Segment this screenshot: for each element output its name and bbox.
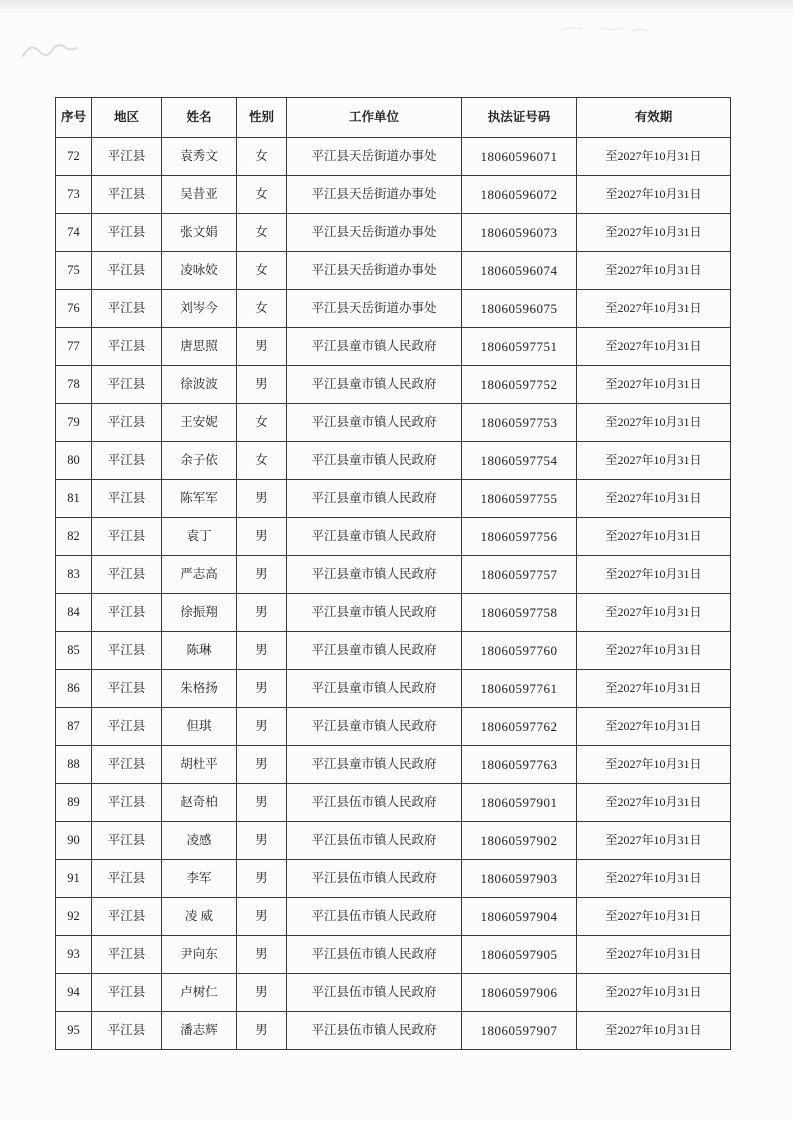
cell-validity: 至2027年10月31日 — [577, 252, 731, 290]
cell-work-unit: 平江县童市镇人民政府 — [287, 556, 462, 594]
cell-certificate-number: 18060596072 — [462, 176, 577, 214]
cell-name: 卢树仁 — [162, 974, 237, 1012]
cell-gender: 男 — [237, 936, 287, 974]
header-row — [56, 98, 731, 138]
cell-index: 87 — [56, 708, 92, 746]
cell-region: 平江县 — [92, 632, 162, 670]
cell-name: 袁丁 — [162, 518, 237, 556]
cell-index: 82 — [56, 518, 92, 556]
cell-gender: 男 — [237, 632, 287, 670]
cell-region: 平江县 — [92, 974, 162, 1012]
cell-work-unit: 平江县伍市镇人民政府 — [287, 784, 462, 822]
cell-gender: 男 — [237, 1012, 287, 1050]
cell-work-unit: 平江县天岳街道办事处 — [287, 214, 462, 252]
cell-region: 平江县 — [92, 252, 162, 290]
cell-work-unit: 平江县童市镇人民政府 — [287, 404, 462, 442]
cell-name: 朱格扬 — [162, 670, 237, 708]
cell-validity: 至2027年10月31日 — [577, 746, 731, 784]
cell-validity: 至2027年10月31日 — [577, 138, 731, 176]
cell-gender: 男 — [237, 822, 287, 860]
table-row — [56, 860, 731, 898]
column-header-validity: 有效期 — [577, 98, 731, 138]
cell-region: 平江县 — [92, 746, 162, 784]
cell-name: 凌 威 — [162, 898, 237, 936]
cell-certificate-number: 18060597901 — [462, 784, 577, 822]
cell-certificate-number: 18060596073 — [462, 214, 577, 252]
column-header-region: 地区 — [92, 98, 162, 138]
table-row — [56, 1012, 731, 1050]
column-header-gender: 性别 — [237, 98, 287, 138]
cell-name: 赵奇柏 — [162, 784, 237, 822]
column-header-certificate-number: 执法证号码 — [462, 98, 577, 138]
table-row — [56, 898, 731, 936]
cell-name: 张文娟 — [162, 214, 237, 252]
cell-region: 平江县 — [92, 138, 162, 176]
cell-work-unit: 平江县童市镇人民政府 — [287, 746, 462, 784]
cell-certificate-number: 18060597761 — [462, 670, 577, 708]
cell-name: 吴昔亚 — [162, 176, 237, 214]
cell-gender: 男 — [237, 860, 287, 898]
cell-validity: 至2027年10月31日 — [577, 442, 731, 480]
cell-region: 平江县 — [92, 366, 162, 404]
cell-work-unit: 平江县伍市镇人民政府 — [287, 1012, 462, 1050]
table-row — [56, 518, 731, 556]
table-row — [56, 632, 731, 670]
cell-work-unit: 平江县童市镇人民政府 — [287, 366, 462, 404]
table-row — [56, 936, 731, 974]
cell-gender: 女 — [237, 138, 287, 176]
cell-validity: 至2027年10月31日 — [577, 480, 731, 518]
table-row — [56, 138, 731, 176]
cell-index: 92 — [56, 898, 92, 936]
cell-certificate-number: 18060597754 — [462, 442, 577, 480]
table-body — [56, 138, 731, 1050]
cell-region: 平江县 — [92, 518, 162, 556]
cell-index: 90 — [56, 822, 92, 860]
cell-name: 余子依 — [162, 442, 237, 480]
cell-certificate-number: 18060597755 — [462, 480, 577, 518]
cell-region: 平江县 — [92, 936, 162, 974]
cell-work-unit: 平江县童市镇人民政府 — [287, 518, 462, 556]
cell-index: 89 — [56, 784, 92, 822]
cell-gender: 女 — [237, 176, 287, 214]
scan-smudge-mark — [18, 34, 88, 66]
cell-gender: 女 — [237, 290, 287, 328]
cell-work-unit: 平江县伍市镇人民政府 — [287, 974, 462, 1012]
cell-certificate-number: 18060597907 — [462, 1012, 577, 1050]
cell-gender: 男 — [237, 594, 287, 632]
cell-index: 95 — [56, 1012, 92, 1050]
cell-work-unit: 平江县伍市镇人民政府 — [287, 936, 462, 974]
cell-work-unit: 平江县童市镇人民政府 — [287, 670, 462, 708]
cell-validity: 至2027年10月31日 — [577, 404, 731, 442]
cell-validity: 至2027年10月31日 — [577, 290, 731, 328]
cell-index: 86 — [56, 670, 92, 708]
cell-certificate-number: 18060597902 — [462, 822, 577, 860]
cell-region: 平江县 — [92, 1012, 162, 1050]
cell-region: 平江县 — [92, 290, 162, 328]
table-row — [56, 556, 731, 594]
column-header-name: 姓名 — [162, 98, 237, 138]
cell-certificate-number: 18060596074 — [462, 252, 577, 290]
cell-region: 平江县 — [92, 442, 162, 480]
cell-validity: 至2027年10月31日 — [577, 974, 731, 1012]
cell-gender: 女 — [237, 442, 287, 480]
cell-index: 77 — [56, 328, 92, 366]
cell-region: 平江县 — [92, 594, 162, 632]
cell-gender: 男 — [237, 518, 287, 556]
cell-index: 83 — [56, 556, 92, 594]
table-row — [56, 708, 731, 746]
cell-region: 平江县 — [92, 784, 162, 822]
cell-name: 尹向东 — [162, 936, 237, 974]
cell-certificate-number: 18060597906 — [462, 974, 577, 1012]
cell-certificate-number: 18060597763 — [462, 746, 577, 784]
cell-name: 陈军军 — [162, 480, 237, 518]
cell-gender: 男 — [237, 670, 287, 708]
cell-certificate-number: 18060597756 — [462, 518, 577, 556]
table-row — [56, 670, 731, 708]
table-row — [56, 746, 731, 784]
cell-name: 胡杜平 — [162, 746, 237, 784]
cell-name: 陈琳 — [162, 632, 237, 670]
cell-name: 凌咏姣 — [162, 252, 237, 290]
column-header-index: 序号 — [56, 98, 92, 138]
cell-validity: 至2027年10月31日 — [577, 176, 731, 214]
cell-index: 75 — [56, 252, 92, 290]
cell-index: 91 — [56, 860, 92, 898]
cell-work-unit: 平江县童市镇人民政府 — [287, 328, 462, 366]
table-row — [56, 784, 731, 822]
cell-work-unit: 平江县伍市镇人民政府 — [287, 898, 462, 936]
cell-certificate-number: 18060597760 — [462, 632, 577, 670]
table-row — [56, 252, 731, 290]
cell-region: 平江县 — [92, 670, 162, 708]
cell-gender: 男 — [237, 366, 287, 404]
cell-region: 平江县 — [92, 860, 162, 898]
cell-name: 潘志辉 — [162, 1012, 237, 1050]
cell-index: 84 — [56, 594, 92, 632]
cell-validity: 至2027年10月31日 — [577, 784, 731, 822]
cell-region: 平江县 — [92, 822, 162, 860]
cell-index: 93 — [56, 936, 92, 974]
cell-gender: 男 — [237, 746, 287, 784]
cell-index: 72 — [56, 138, 92, 176]
cell-validity: 至2027年10月31日 — [577, 366, 731, 404]
cell-certificate-number: 18060597905 — [462, 936, 577, 974]
cell-certificate-number: 18060597752 — [462, 366, 577, 404]
cell-region: 平江县 — [92, 556, 162, 594]
cell-index: 94 — [56, 974, 92, 1012]
cell-region: 平江县 — [92, 898, 162, 936]
cell-name: 徐振翔 — [162, 594, 237, 632]
cell-index: 73 — [56, 176, 92, 214]
cell-validity: 至2027年10月31日 — [577, 670, 731, 708]
cell-gender: 女 — [237, 214, 287, 252]
cell-work-unit: 平江县童市镇人民政府 — [287, 708, 462, 746]
cell-region: 平江县 — [92, 214, 162, 252]
cell-name: 刘岑今 — [162, 290, 237, 328]
cell-certificate-number: 18060596075 — [462, 290, 577, 328]
scan-noise-band — [0, 0, 793, 14]
cell-gender: 男 — [237, 556, 287, 594]
cell-gender: 女 — [237, 252, 287, 290]
cell-gender: 男 — [237, 480, 287, 518]
table-row — [56, 480, 731, 518]
cell-gender: 男 — [237, 784, 287, 822]
cell-work-unit: 平江县伍市镇人民政府 — [287, 822, 462, 860]
cell-certificate-number: 18060596071 — [462, 138, 577, 176]
cell-index: 80 — [56, 442, 92, 480]
cell-name: 但琪 — [162, 708, 237, 746]
cell-validity: 至2027年10月31日 — [577, 556, 731, 594]
cell-validity: 至2027年10月31日 — [577, 214, 731, 252]
scan-speck-marks — [560, 22, 650, 36]
column-header-work-unit: 工作单位 — [287, 98, 462, 138]
table-row — [56, 974, 731, 1012]
cell-gender: 男 — [237, 974, 287, 1012]
cell-work-unit: 平江县天岳街道办事处 — [287, 290, 462, 328]
cell-index: 74 — [56, 214, 92, 252]
law-enforcement-certificate-table — [55, 97, 731, 1050]
cell-work-unit: 平江县童市镇人民政府 — [287, 442, 462, 480]
cell-validity: 至2027年10月31日 — [577, 1012, 731, 1050]
cell-index: 78 — [56, 366, 92, 404]
cell-validity: 至2027年10月31日 — [577, 936, 731, 974]
cell-index: 85 — [56, 632, 92, 670]
table-row — [56, 214, 731, 252]
cell-validity: 至2027年10月31日 — [577, 594, 731, 632]
cell-region: 平江县 — [92, 328, 162, 366]
table-row — [56, 404, 731, 442]
cell-validity: 至2027年10月31日 — [577, 708, 731, 746]
cell-index: 88 — [56, 746, 92, 784]
cell-gender: 男 — [237, 328, 287, 366]
cell-gender: 男 — [237, 898, 287, 936]
cell-region: 平江县 — [92, 708, 162, 746]
cell-validity: 至2027年10月31日 — [577, 328, 731, 366]
cell-region: 平江县 — [92, 480, 162, 518]
cell-region: 平江县 — [92, 176, 162, 214]
cell-work-unit: 平江县天岳街道办事处 — [287, 252, 462, 290]
cell-validity: 至2027年10月31日 — [577, 898, 731, 936]
cell-certificate-number: 18060597758 — [462, 594, 577, 632]
cell-certificate-number: 18060597903 — [462, 860, 577, 898]
cell-name: 凌感 — [162, 822, 237, 860]
cell-validity: 至2027年10月31日 — [577, 632, 731, 670]
cell-validity: 至2027年10月31日 — [577, 822, 731, 860]
cell-work-unit: 平江县天岳街道办事处 — [287, 138, 462, 176]
cell-work-unit: 平江县童市镇人民政府 — [287, 594, 462, 632]
cell-index: 81 — [56, 480, 92, 518]
table-row — [56, 290, 731, 328]
cell-name: 严志高 — [162, 556, 237, 594]
cell-gender: 女 — [237, 404, 287, 442]
cell-certificate-number: 18060597762 — [462, 708, 577, 746]
cell-gender: 男 — [237, 708, 287, 746]
cell-work-unit: 平江县童市镇人民政府 — [287, 480, 462, 518]
cell-work-unit: 平江县天岳街道办事处 — [287, 176, 462, 214]
cell-region: 平江县 — [92, 404, 162, 442]
cell-name: 唐思照 — [162, 328, 237, 366]
table-row — [56, 594, 731, 632]
table-row — [56, 442, 731, 480]
cell-certificate-number: 18060597757 — [462, 556, 577, 594]
cell-work-unit: 平江县伍市镇人民政府 — [287, 860, 462, 898]
table-row — [56, 366, 731, 404]
table-row — [56, 822, 731, 860]
cell-name: 袁秀文 — [162, 138, 237, 176]
cell-name: 徐波波 — [162, 366, 237, 404]
cell-name: 王安妮 — [162, 404, 237, 442]
table-row — [56, 328, 731, 366]
cell-name: 李军 — [162, 860, 237, 898]
cell-index: 79 — [56, 404, 92, 442]
cell-work-unit: 平江县童市镇人民政府 — [287, 632, 462, 670]
cell-certificate-number: 18060597751 — [462, 328, 577, 366]
cell-index: 76 — [56, 290, 92, 328]
cell-validity: 至2027年10月31日 — [577, 860, 731, 898]
cell-validity: 至2027年10月31日 — [577, 518, 731, 556]
cell-certificate-number: 18060597753 — [462, 404, 577, 442]
table-row — [56, 176, 731, 214]
cell-certificate-number: 18060597904 — [462, 898, 577, 936]
